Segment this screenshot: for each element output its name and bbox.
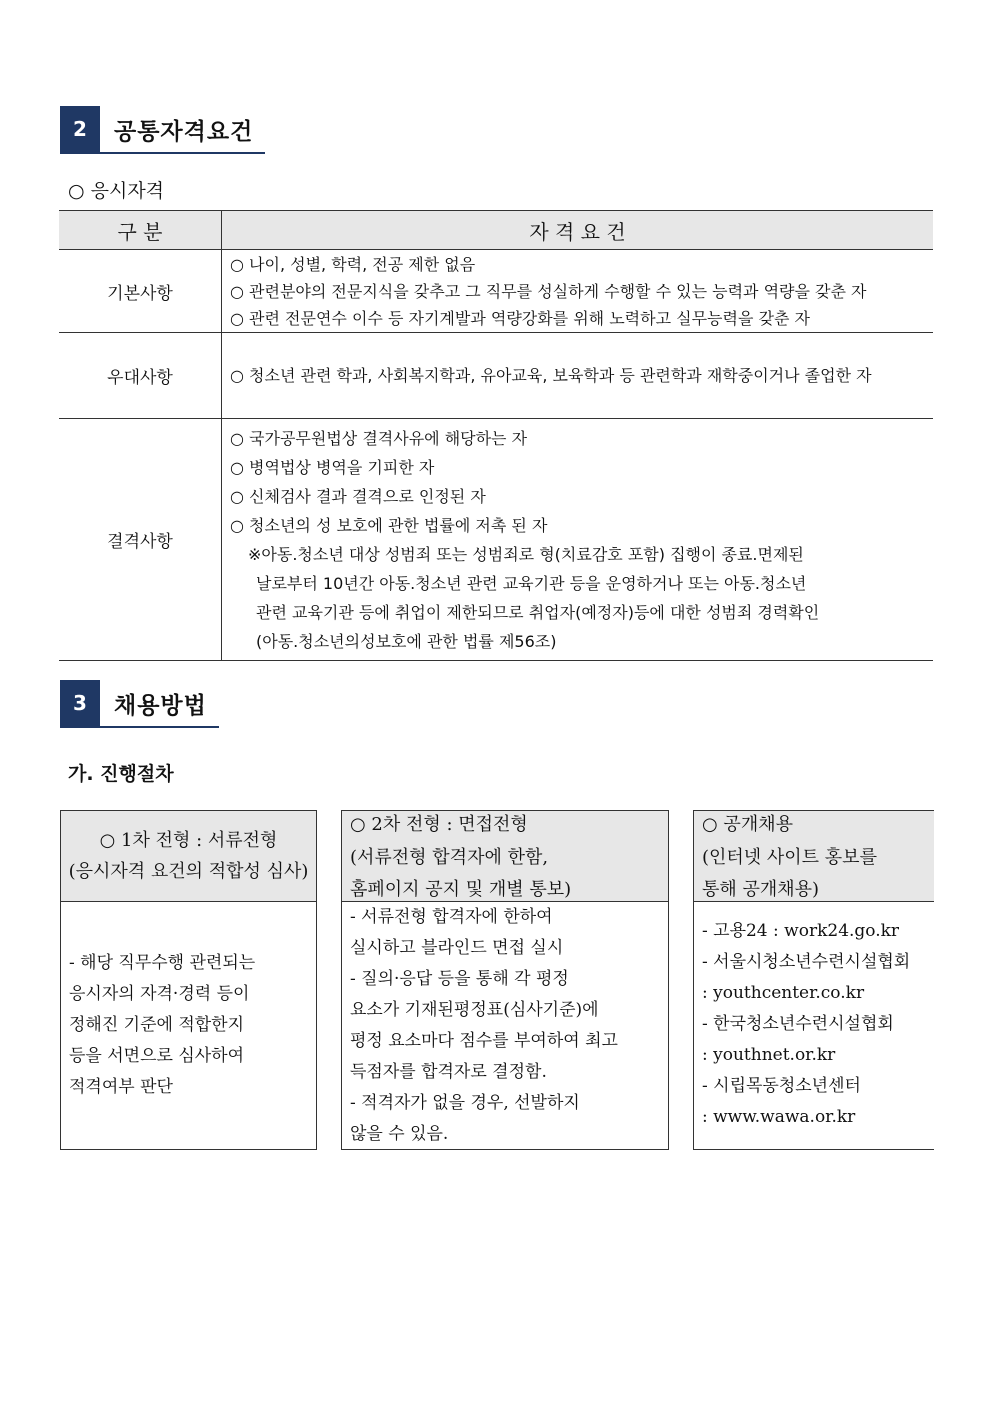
section-2-title: 공통자격요건 [114,118,254,145]
box-body-line: 응시자의 자격·경력 등이 [69,984,250,1004]
table-row-disqualification [59,419,933,661]
requirement-line: ○ 청소년의 성 보호에 관한 법률에 저촉 된 자 [230,515,548,535]
section-2-header [60,106,265,154]
box-body-line: 정해진 기준에 적합한지 [69,1015,245,1035]
box-header-line: ○ 1차 전형 : 서류전형 [99,830,278,851]
procedure-box-interview [341,810,669,1150]
requirement-line: ○ 신체검사 결과 결격으로 인정된 자 [230,486,486,506]
requirement-line: ○ 나이, 성별, 학력, 전공 제한 없음 [230,254,476,274]
box-body [694,902,934,1133]
header-category: 구 분 [59,211,222,250]
box-body-line: 득점자를 합격자로 결정함. [350,1062,547,1082]
box-body-line: 적격여부 판단 [69,1077,173,1097]
box-header-line: (인터넷 사이트 홍보를 [702,847,877,868]
section-3-number: 3 [60,680,100,726]
requirement-line: ○ 국가공무원법상 결격사유에 해당하는 자 [230,428,528,448]
row-content-preferred [222,333,934,419]
box-body-line: 평정 요소마다 점수를 부여하여 최고 [350,1031,618,1051]
row-label-basic: 기본사항 [59,250,222,333]
table-row-basic [59,250,933,333]
procedure-box-document-screening [60,810,317,1150]
box-header [342,811,668,902]
header-requirements: 자 격 요 건 [222,211,934,250]
box-body-line: - 시립목동청소년센터 [702,1076,861,1096]
box-body-line: : youthcenter.co.kr [702,983,865,1003]
box-body-line: - 적격자가 없을 경우, 선발하지 [350,1093,580,1113]
row-label-disqualification: 결격사항 [59,419,222,661]
box-body-line: 등을 서면으로 심사하여 [69,1046,245,1066]
box-body [61,902,316,1103]
box-header-line: ○ 공개채용 [702,814,793,835]
box-body [342,902,668,1150]
box-body-line: 않을 수 있음. [350,1124,449,1144]
table-row-preferred [59,333,933,419]
box-header-line: 홈페이지 공지 및 개별 통보) [350,879,572,900]
box-body-line: 실시하고 블라인드 면접 실시 [350,938,564,958]
box-body-line: - 고용24 : work24.go.kr [702,921,900,941]
procedure-subtitle: 가. 진행절차 [68,763,174,785]
note-line: ※아동.청소년 대상 성범죄 또는 성범죄로 형(치료감호 포함) 집행이 종료.면제된 [248,544,804,564]
row-content-disqualification [222,419,934,661]
requirement-line: ○ 병역법상 병역을 기피한 자 [230,457,435,477]
note-line: 날로부터 10년간 아동.청소년 관련 교육기관 등을 운영하거나 또는 아동.청소년 [256,573,807,593]
table-header-row [59,211,933,250]
box-header-line: (서류전형 합격자에 한함, [350,847,549,868]
box-header [61,811,316,902]
box-body-line: - 질의·응답 등을 통해 각 평정 [350,969,569,989]
procedure-box-open-recruitment [693,810,934,1150]
qualification-table [59,210,933,661]
qualification-subtitle: ○ 응시자격 [68,180,165,202]
box-body-line: : youthnet.or.kr [702,1045,836,1065]
note-line: 관련 교육기관 등에 취업이 제한되므로 취업자(예정자)등에 대한 성범죄 경력확인 [256,602,820,622]
box-header-line: (응시자격 요건의 적합성 심사) [68,861,309,882]
row-content-basic [222,250,934,333]
section-2-number: 2 [60,106,100,152]
requirement-line: ○ 관련분야의 전문지식을 갖추고 그 직무를 성실하게 수행할 수 있는 능력과 역량을 갖춘 자 [230,281,867,301]
box-body-line: - 한국청소년수련시설협회 [702,1014,894,1034]
box-header-line: 통해 공개채용) [702,879,820,900]
note-line: (아동.청소년의성보호에 관한 법률 제56조) [256,631,557,651]
box-body-line: 요소가 기재된평정표(심사기준)에 [350,1000,599,1020]
row-label-preferred: 우대사항 [59,333,222,419]
requirement-line: ○ 청소년 관련 학과, 사회복지학과, 유아교육, 보육학과 등 관련학과 재학중이거나 졸업한 자 [230,366,872,385]
section-3-header [60,680,219,728]
section-3-title: 채용방법 [114,692,207,719]
requirement-line: ○ 관련 전문연수 이수 등 자기계발과 역량강화를 위해 노력하고 실무능력을 갖춘 자 [230,308,810,328]
box-body-line: - 서울시청소년수련시설협회 [702,952,911,972]
box-header-line: ○ 2차 전형 : 면접전형 [350,814,528,835]
box-header [694,811,934,902]
box-body-line: - 서류전형 합격자에 한하여 [350,907,553,927]
box-body-line: - 해당 직무수행 관련되는 [69,953,256,973]
box-body-line: : www.wawa.or.kr [702,1107,856,1127]
